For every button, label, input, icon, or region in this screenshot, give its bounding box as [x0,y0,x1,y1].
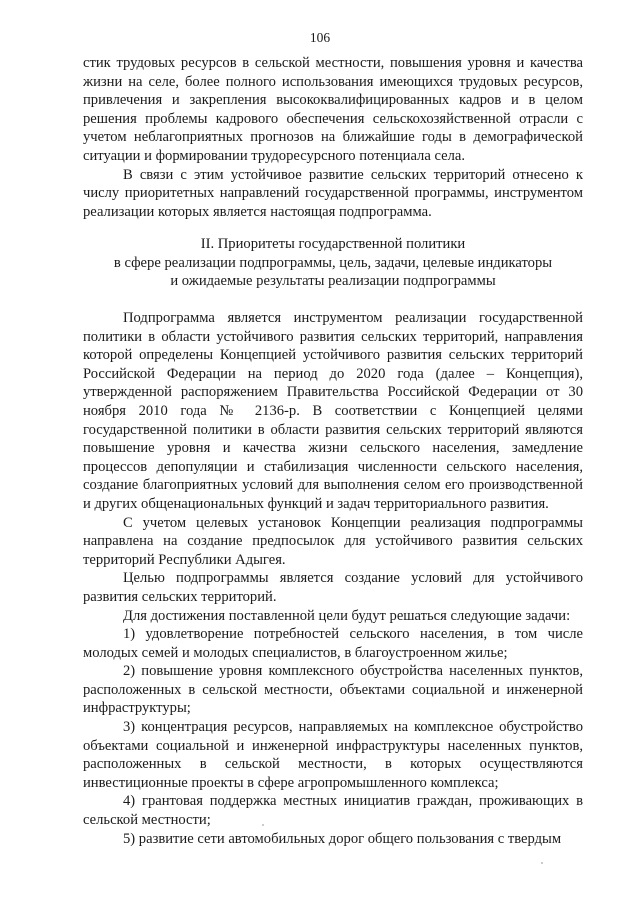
paragraph-goal: Целью подпрограммы является создание условий для устойчивого развития сельских территорий. [83,570,583,605]
scan-speck [541,862,543,864]
task-item-5: 5) развитие сети автомобильных дорог общего пользования с твердым [123,830,562,847]
section-heading-line-1: II. Приоритеты государственной политики [200,236,466,252]
task-item-3: 3) концентрация ресурсов, направляемых на комплексное обустройство объектами социальной и инженерной инфраструктуры населенных пунктов, расположенных в сельской местности, в которых осуществляются инвестиционные проекты в сфере агропромышленного комплекса; [83,719,583,791]
scan-speck [262,824,264,826]
section-heading [83,235,583,291]
top-text-block [83,54,583,221]
section-heading-line-3: и ожидаемые результаты реализации подпрограммы [170,273,496,290]
task-item-2: 2) повышение уровня комплексного обустройства населенных пунктов, расположенных в сельской местности, объектами социальной и инженерной инфраструктуры; [83,663,583,717]
paragraph-concept: Подпрограмма является инструментом реализации государственной политики в области устойчивого развития сельских территорий, направления которой определены Концепцией устойчивого развития сельских территорий Российской Федерации на период до 2020 года (далее – Концепция), утвержденной распоряжением Правительства Российской Федерации от 30 ноября 2010 года № 2136-р. В соответствии с Концепцией целями государственной политики в области развития сельских территорий являются повышение уровня и качества жизни сельского населения, замедление процессов депопуляции и стабилизация численности сельского населения, создание благоприятных условий для выполнения селом его производственной и других общенациональных функций и задач территориального развития. [83,310,583,512]
page-number: 106 [309,30,331,45]
paragraph-continuation: стик трудовых ресурсов в сельской местности, повышения уровня и качества жизни на селе, более полного использования имеющихся трудовых ресурсов, привлечения и закрепления высококвалифицированных кадров и в целом решения проблемы кадрового обеспечения сельскохозяйственной отрасли с учетом неблагоприятных прогнозов на ближайшие годы в демографической ситуации и формировании трудоресурсного потенциала села. [83,55,583,164]
paragraph-target-settings: С учетом целевых установок Концепции реализация подпрограммы направлена на создание предпосылок для устойчивого развития сельских территорий Республики Адыгея. [83,514,583,568]
main-text-block [83,309,583,848]
paragraph-tasks-intro: Для достижения поставленной цели будут решаться следующие задачи: [123,607,571,624]
section-heading-line-2: в сфере реализации подпрограммы, цель, задачи, целевые индикаторы [113,254,553,271]
task-item-1: 1) удовлетворение потребностей сельского населения, в том числе молодых семей и молодых специалистов, в благоустроенном жилье; [83,626,583,661]
paragraph-sustainable-development: В связи с этим устойчивое развитие сельских территорий отнесено к числу приоритетных направлений государственной программы, инструментом реализации которых является настоящая подпрограмма. [83,166,583,220]
task-item-4: 4) грантовая поддержка местных инициатив граждан, проживающих в сельской местности; [83,793,583,829]
